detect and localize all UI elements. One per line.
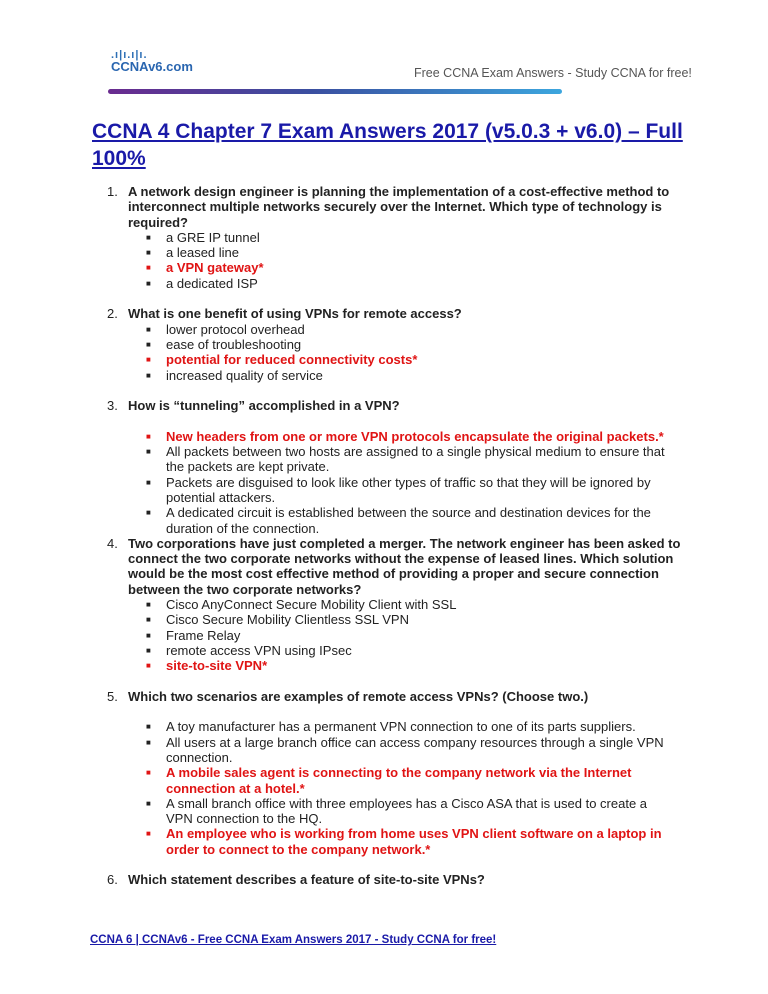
question: [107, 872, 682, 887]
square-bullet-icon: ■: [146, 278, 151, 288]
option-text: a GRE IP tunnel: [166, 229, 260, 245]
header-divider: [108, 89, 562, 94]
question: [107, 689, 682, 857]
question: [107, 184, 682, 291]
option-text: increased quality of service: [166, 367, 323, 383]
square-bullet-icon: ■: [146, 355, 151, 365]
answer-option-correct: [146, 352, 682, 368]
square-bullet-icon: ■: [146, 508, 151, 518]
question-text: A network design engineer is planning the implementation of a cost-effective method to interconnect multiple networks securely over the Internet. Which type of technology is required?: [128, 184, 670, 230]
question-number: 1.: [107, 184, 118, 199]
answer-options: [128, 719, 682, 857]
logo-text: CCNAv6.com: [111, 59, 193, 74]
square-bullet-icon: ■: [146, 248, 151, 258]
question-text: Two corporations have just completed a merger. The network engineer has been asked to connect the two corporate networks without the expense of leased lines. Which solution would be the most cost effective method of providing a proper and secure connection between the two corporate networks?: [128, 535, 681, 597]
answer-options: [128, 322, 682, 383]
answer-option: [146, 367, 682, 383]
square-bullet-icon: ■: [146, 645, 151, 655]
option-text: A dedicated circuit is established between the source and destination devices for the duration of the connection.: [166, 505, 651, 536]
answer-option: [146, 321, 682, 337]
footer-link[interactable]: CCNA 6 | CCNAv6 - Free CCNA Exam Answers 2017 - Study CCNA for free!: [90, 934, 497, 946]
answer-options: [128, 230, 682, 291]
answer-options: [128, 429, 682, 536]
option-text: site-to-site VPN*: [166, 658, 268, 674]
answer-option: [146, 642, 682, 658]
answer-option-correct: [146, 260, 682, 276]
question-number: 2.: [107, 306, 118, 322]
answer-option: [146, 336, 682, 352]
answer-option: [146, 444, 682, 475]
square-bullet-icon: ■: [146, 477, 151, 487]
option-text: a dedicated ISP: [166, 275, 258, 291]
option-text: Cisco AnyConnect Secure Mobility Client with SSL: [166, 597, 457, 613]
answer-option: [146, 734, 682, 766]
option-text: A small branch office with three employees has a Cisco ASA that is used to create a VPN connection to the HQ.: [166, 795, 648, 827]
question: [107, 306, 682, 382]
question-number: 4.: [107, 535, 118, 551]
square-bullet-icon: ■: [146, 431, 151, 441]
answer-option: [146, 795, 682, 827]
answer-option: [146, 612, 682, 628]
square-bullet-icon: ■: [146, 722, 151, 732]
square-bullet-icon: ■: [146, 339, 151, 349]
option-text: ease of troubleshooting: [166, 336, 302, 352]
answer-options: [128, 597, 682, 673]
square-bullet-icon: ■: [146, 447, 151, 457]
answer-option: [146, 229, 682, 245]
square-bullet-icon: ■: [146, 661, 151, 671]
square-bullet-icon: ■: [146, 737, 151, 747]
option-text: A mobile sales agent is connecting to the company network via the Internet connection at a hotel.*: [166, 765, 632, 796]
cisco-bars-icon: .ı|ı.ı|ı.: [111, 49, 148, 61]
option-text: Cisco Secure Mobility Clientless SSL VPN: [166, 612, 409, 628]
option-text: New headers from one or more VPN protocols encapsulate the original packets.*: [166, 428, 664, 444]
square-bullet-icon: ■: [146, 798, 151, 808]
square-bullet-icon: ■: [146, 324, 151, 334]
page-title[interactable]: CCNA 4 Chapter 7 Exam Answers 2017 (v5.0.3 + v6.0) – Full 100%: [92, 120, 683, 170]
option-text: a leased line: [166, 245, 239, 261]
square-bullet-icon: ■: [146, 829, 151, 839]
option-text: a VPN gateway*: [166, 260, 264, 276]
answer-option: [146, 474, 682, 506]
square-bullet-icon: ■: [146, 370, 151, 380]
question-number: 3.: [107, 398, 118, 414]
option-text: potential for reduced connectivity costs*: [166, 352, 418, 368]
square-bullet-icon: ■: [146, 263, 151, 273]
option-text: remote access VPN using IPsec: [166, 642, 352, 658]
option-text: A toy manufacturer has a permanent VPN connection to one of its parts suppliers.: [166, 719, 636, 735]
option-text: Packets are disguised to look like other types of traffic so that they will be ignored by potential attackers.: [166, 474, 651, 505]
answer-option: [146, 245, 682, 261]
question-number: 6.: [107, 872, 118, 888]
answer-option: [146, 719, 682, 735]
option-text: All users at a large branch office can access company resources through a single VPN connection.: [166, 734, 664, 765]
square-bullet-icon: ■: [146, 600, 151, 610]
question-text: How is “tunneling” accomplished in a VPN?: [128, 398, 400, 414]
answer-option: [146, 597, 682, 613]
answer-option: [146, 275, 682, 291]
square-bullet-icon: ■: [146, 630, 151, 640]
square-bullet-icon: ■: [146, 232, 151, 242]
answer-option-correct: [146, 826, 682, 857]
answer-option: [146, 627, 682, 643]
square-bullet-icon: ■: [146, 615, 151, 625]
option-text: lower protocol overhead: [166, 321, 305, 337]
question-text: Which two scenarios are examples of remote access VPNs? (Choose two.): [128, 688, 589, 704]
option-text: Frame Relay: [166, 627, 241, 643]
square-bullet-icon: ■: [146, 768, 151, 778]
option-text: All packets between two hosts are assigned to a single physical medium to ensure that the packets are kept private.: [166, 444, 665, 475]
answer-option-correct: [146, 765, 682, 796]
question-text: Which statement describes a feature of site-to-site VPNs?: [128, 872, 485, 888]
answer-option-correct: [146, 428, 682, 444]
question: [107, 398, 682, 536]
question-text: What is one benefit of using VPNs for remote access?: [128, 306, 462, 322]
option-text: An employee who is working from home uses VPN client software on a laptop in order to connect to the company network.*: [166, 826, 662, 857]
answer-option-correct: [146, 658, 682, 674]
header-tagline: Free CCNA Exam Answers - Study CCNA for free!: [414, 66, 692, 80]
site-logo[interactable]: [111, 50, 193, 74]
answer-option: [146, 505, 682, 536]
question-number: 5.: [107, 688, 118, 704]
question: [107, 536, 682, 674]
question-list: [107, 184, 682, 888]
